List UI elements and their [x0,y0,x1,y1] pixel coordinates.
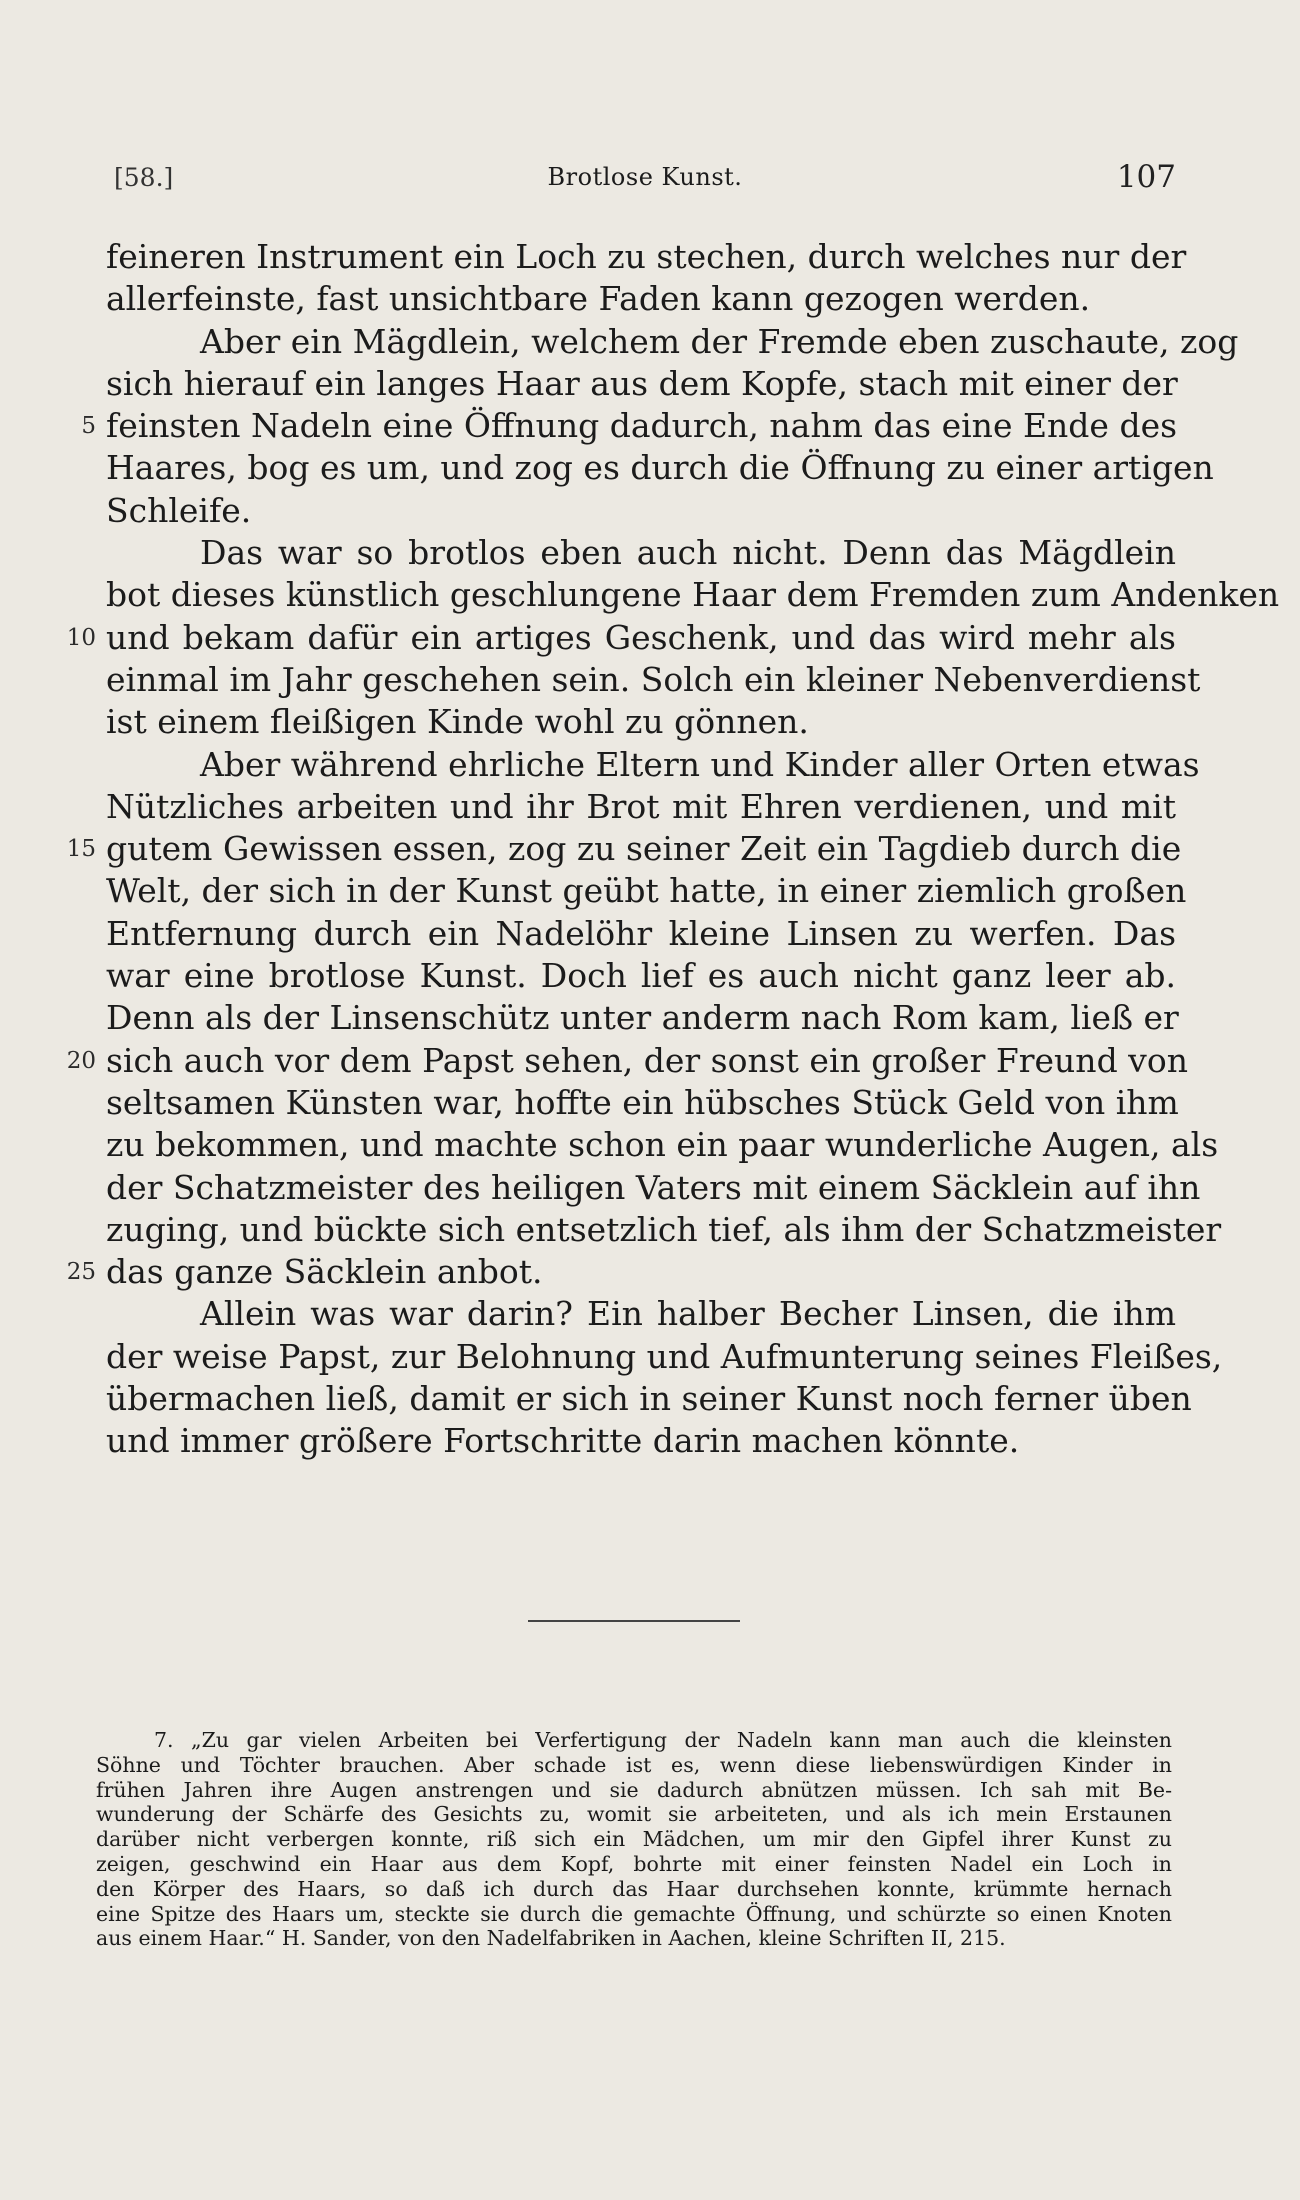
text-line [106,913,1176,955]
line-number: 20 [66,1047,96,1074]
footnote-line: Söhne und Töchter brauchen. Aber schade ist es, wenn diese liebenswürdigen Kinder in [96,1752,1172,1777]
footnote-line: frühen Jahren ihre Augen anstrengen und sie dadurch abnützen müssen. Ich sah mit Be- [96,1777,1172,1802]
line-number: 5 [81,413,96,440]
line-text: einmal im Jahr geschehen sein. Solch ein kleiner Nebenverdienst [106,659,1201,699]
line-text: der weise Papst, zur Belohnung und Aufmunterung seines Fleißes, [106,1336,1223,1376]
footnote-line: 7. „Zu gar vielen Arbeiten bei Verfertigung der Nadeln kann man auch die kleinsten [154,1728,1172,1752]
line-text: feineren Instrument ein Loch zu stechen, durch welches nur der [106,237,1187,276]
line-text: Welt, der sich in der Kunst geübt hatte, in einer ziemlich großen [106,871,1187,911]
line-text: Allein was war darin? Ein halber Becher Linsen, die ihm [200,1294,1176,1334]
text-line [81,405,1178,447]
line-text: Aber während ehrliche Eltern und Kinder aller Orten etwas [200,744,1200,784]
line-text: sich auch vor dem Papst sehen, der sonst ein großer Freund von [106,1040,1188,1080]
text-line [106,1420,1176,1462]
text-line [106,490,1176,532]
line-text: gutem Gewissen essen, zog zu seiner Zeit ein Tagdieb durch die [106,829,1182,869]
text-line [106,786,1176,828]
text-line [106,532,1176,574]
text-line [106,1082,1179,1124]
text-line [106,1124,1219,1166]
line-text: bot dieses künstlich geschlungene Haar dem Fremden zum Andenken [106,575,1280,615]
text-line [106,363,1176,405]
text-line [106,1336,1223,1378]
line-number: 15 [66,836,96,863]
footnote-divider [528,1620,740,1622]
chapter-reference: [58.] [114,163,174,192]
text-line [106,236,1187,278]
text-line [106,1378,1192,1420]
line-text: Haares, bog es um, und zog es durch die Öffnung zu einer artigen [106,448,1214,488]
line-text: war eine brotlose Kunst. Doch lief es auch nicht ganz leer ab. [106,956,1176,996]
line-text: seltsamen Künsten war, hoffte ein hübsches Stück Geld von ihm [106,1082,1179,1122]
running-title: Brotlose Kunst. [547,163,743,191]
footnote-line: wunderung der Schärfe des Gesichts zu, womit sie arbeiteten, und als ich mein Erstaunen [96,1802,1172,1827]
text-line [106,870,1187,912]
line-number: 25 [66,1259,96,1286]
line-text: allerfeinste, fast unsichtbare Faden kann gezogen werden. [106,279,1091,319]
page-header [114,159,1176,203]
text-line [106,447,1214,489]
text-line [106,278,1176,320]
footnote-line: eine Spitze des Haars um, steckte sie durch die gemachte Öffnung, und schürzte so einen Knoten [96,1901,1172,1926]
line-text: sich hierauf ein langes Haar aus dem Kopfe, stach mit einer der [106,363,1178,403]
line-text: ist einem fleißigen Kinde wohl zu gönnen. [106,702,809,742]
text-line [106,1293,1176,1335]
line-text: und immer größere Fortschritte darin machen könnte. [106,1421,1020,1461]
footnote-line: den Körper des Haars, so daß ich durch das Haar durchsehen konnte, krümmte hernach [96,1876,1172,1901]
line-text: Entfernung durch ein Nadelöhr kleine Linsen zu werfen. Das [106,913,1176,953]
text-line [106,659,1201,701]
line-text: zuging, und bückte sich entsetzlich tief, als ihm der Schatzmeister [106,1209,1222,1249]
line-text: Nützliches arbeiten und ihr Brot mit Ehren verdienen, und mit [106,786,1176,826]
text-line [106,1209,1222,1251]
line-number: 10 [66,624,96,651]
line-text: Das war so brotlos eben auch nicht. Denn das Mägdlein [200,533,1176,573]
text-line [106,574,1280,616]
body-text [66,236,1280,1463]
line-text: übermachen ließ, damit er sich in seiner Kunst noch ferner üben [106,1379,1192,1419]
footnote-line: zeigen, geschwind ein Haar aus dem Kopf, bohrte mit einer feinsten Nadel ein Loch in [96,1851,1172,1876]
text-line [106,997,1179,1039]
text-line [66,1251,1176,1293]
footnote [96,1728,1172,1951]
line-text: und bekam dafür ein artiges Geschenk, und das wird mehr als [106,617,1176,657]
line-text: Schleife. [106,490,252,530]
footnote-line: darüber nicht verbergen konnte, riß sich ein Mädchen, um mir den Gipfel ihrer Kunst zu [96,1827,1172,1852]
line-text: der Schatzmeister des heiligen Vaters mit einem Säcklein auf ihn [106,1167,1201,1207]
text-line [106,701,1176,743]
footnote-line: aus einem Haar.“ H. Sander, von den Nadelfabriken in Aachen, kleine Schriften II, 215. [96,1926,1006,1951]
page-number: 107 [1116,159,1176,195]
text-line [106,1167,1201,1209]
line-text: zu bekommen, und machte schon ein paar wunderliche Augen, als [106,1125,1219,1165]
text-line [106,744,1200,786]
line-text: Aber ein Mägdlein, welchem der Fremde eben zuschaute, zog [200,321,1239,361]
line-text: feinsten Nadeln eine Öffnung dadurch, nahm das eine Ende des [106,406,1178,446]
line-text: Denn als der Linsenschütz unter anderm nach Rom kam, ließ er [106,998,1179,1038]
text-line [106,321,1239,363]
text-line [66,1040,1188,1082]
text-line [106,955,1176,997]
text-line [66,617,1176,659]
text-line [66,828,1182,870]
line-text: das ganze Säcklein anbot. [106,1252,543,1292]
